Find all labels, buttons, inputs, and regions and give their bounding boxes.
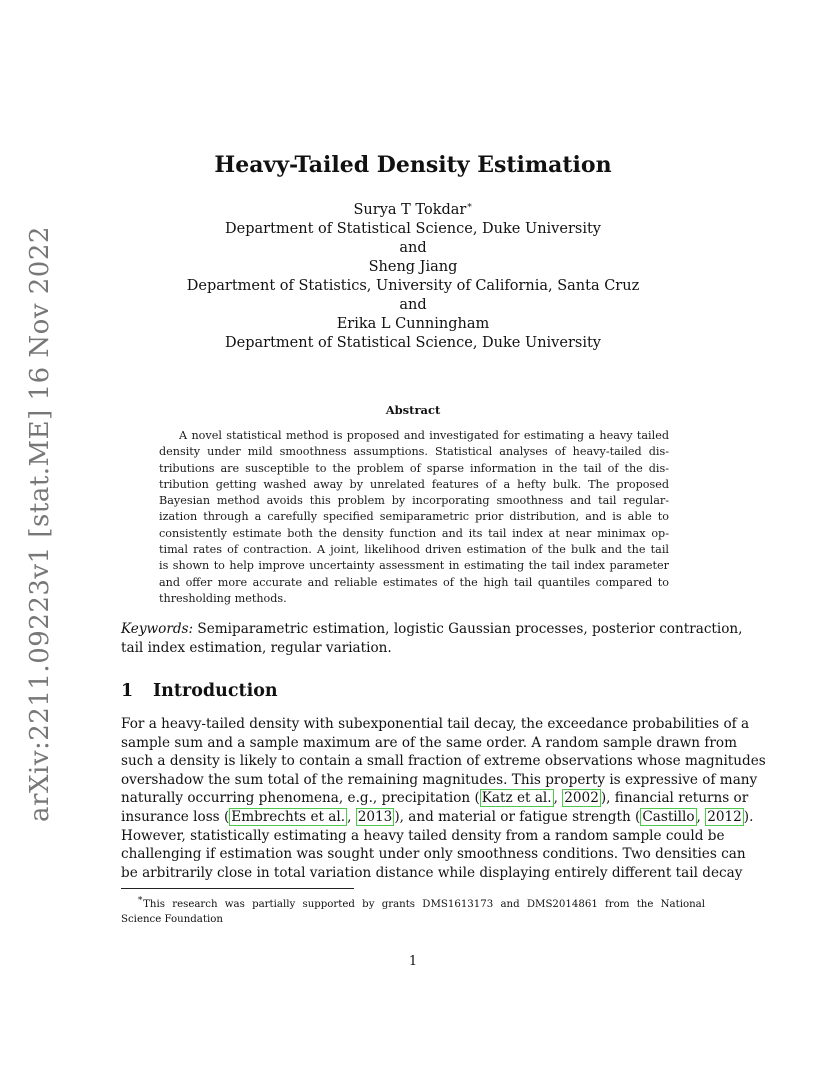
- author-2: Sheng Jiang: [368, 259, 458, 275]
- body-line: such a density is likely to contain a small fraction of extreme observations whose magnitudes: [121, 753, 766, 770]
- abstract-line: thresholding methods.: [159, 591, 287, 605]
- paper-title: Heavy-Tailed Density Estimation: [214, 152, 612, 178]
- keywords-line: tail index estimation, regular variation.: [121, 639, 392, 656]
- body-text-run: ), and material or fatigue strength (: [394, 808, 641, 825]
- body-text-run: naturally occurring phenomena, e.g., precipitation (: [121, 790, 480, 807]
- body-text: [121, 715, 766, 882]
- body-text-run: ).: [743, 808, 754, 825]
- page-number: 1: [408, 954, 418, 969]
- citation-link[interactable]: Embrechts et al.: [231, 808, 346, 825]
- body-line: [121, 808, 754, 827]
- author-separator: and: [399, 240, 427, 256]
- footnote-line: Science Foundation: [121, 914, 223, 925]
- body-line: challenging if estimation was sought under only smoothness conditions. Two densities can: [121, 846, 746, 863]
- footnote-mark: ∗: [137, 894, 144, 904]
- citation-separator: ,: [696, 808, 706, 825]
- citation-separator: ,: [347, 808, 356, 825]
- footnote-text: This research was partially supported by grants DMS1613173 and DMS2014861 from the National: [143, 899, 705, 910]
- abstract-line: consistently estimate both the density function and its tail index at near minimax op-: [159, 526, 669, 540]
- body-text-run: ), financial returns or: [600, 790, 749, 807]
- footnote-mark: ∗: [466, 201, 473, 211]
- section-title: Introduction: [153, 681, 278, 701]
- citation-link[interactable]: 2002: [564, 790, 599, 807]
- affiliation-3: Department of Statistical Science, Duke University: [225, 335, 601, 351]
- abstract-line: A novel statistical method is proposed and investigated for estimating a heavy tailed: [179, 429, 669, 442]
- keywords: [121, 620, 743, 657]
- body-line: overshadow the sum total of the remaining magnitudes. This property is expressive of many: [121, 771, 758, 788]
- body-line: be arbitrarily close in total variation distance while displaying entirely different tail decay: [121, 864, 743, 881]
- abstract-heading: Abstract: [385, 403, 441, 417]
- author-block: [121, 197, 705, 353]
- author-1: [121, 197, 705, 220]
- author-separator: and: [399, 297, 427, 313]
- abstract-line: and offer more accurate and reliable estimates of the high tail quantiles compared to: [159, 575, 669, 589]
- body-line: However, statistically estimating a heavy tailed density from a random sample could be: [121, 827, 725, 844]
- arxiv-stamp-text: arXiv:2211.09223v1 [stat.ME] 16 Nov 2022: [25, 226, 55, 822]
- author-1-name: Surya T Tokdar: [353, 202, 467, 218]
- body-line: [121, 789, 749, 808]
- citation-link[interactable]: Castillo: [642, 808, 695, 825]
- affiliation-1: Department of Statistical Science, Duke University: [225, 221, 601, 237]
- author-3: Erika L Cunningham: [336, 316, 490, 332]
- abstract-line: timal rates of contraction. A joint, likelihood driven estimation of the bulk and the tail: [159, 543, 669, 557]
- keywords-label: Keywords:: [121, 621, 194, 637]
- body-line: For a heavy-tailed density with subexponential tail decay, the exceedance probabilities of a: [121, 716, 750, 732]
- abstract-line: ization through a carefully specified semiparametric prior distribution, and is able to: [159, 510, 669, 524]
- keywords-text: Semiparametric estimation, logistic Gaussian processes, posterior contraction,: [197, 621, 743, 637]
- body-line: sample sum and a sample maximum are of the same order. A random sample drawn from: [121, 734, 737, 751]
- keywords-line: [121, 620, 743, 639]
- abstract-body: [159, 428, 669, 607]
- abstract-line: density under mild smoothness assumptions. Statistical analyses of heavy-tailed dis-: [159, 445, 669, 459]
- footnote-line: [121, 892, 705, 912]
- abstract-line: tributions are susceptible to the problem of sparse information in the tail of the dis-: [159, 461, 669, 475]
- footnote-rule: [121, 888, 354, 889]
- body-text-run: insurance loss (: [121, 808, 230, 825]
- section-heading: [121, 678, 278, 704]
- abstract-line: is shown to help improve uncertainty assessment in estimating the tail index parameter: [159, 559, 669, 573]
- citation-link[interactable]: 2013: [357, 808, 393, 825]
- citation-separator: ,: [553, 790, 563, 807]
- arxiv-stamp: [20, 226, 60, 822]
- abstract-line: Bayesian method avoids this problem by incorporating smoothness and tail regular-: [159, 494, 669, 508]
- affiliation-2: Department of Statistics, University of California, Santa Cruz: [186, 278, 640, 294]
- footnote: [121, 892, 705, 927]
- citation-link[interactable]: Katz et al.: [481, 790, 552, 807]
- abstract-line: tribution getting washed away by unrelated features of a hefty bulk. The proposed: [159, 477, 669, 491]
- section-number: 1: [121, 681, 134, 701]
- citation-link[interactable]: 2012: [707, 808, 742, 825]
